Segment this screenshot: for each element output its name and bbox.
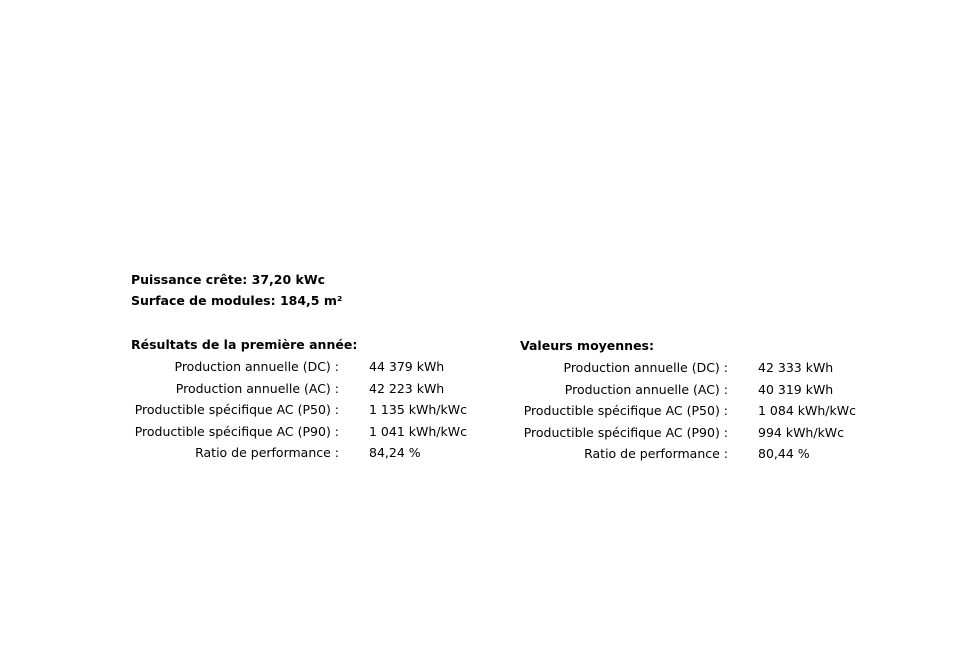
first-year-row-ratio — [131, 445, 511, 467]
row-value: 42 223 kWh — [369, 380, 445, 396]
first-year-results — [131, 337, 511, 467]
row-label: Productible spécifique AC (P50) : — [134, 402, 339, 418]
first-year-row-ac — [131, 381, 511, 403]
row-label: Ratio de performance : — [584, 446, 728, 462]
average-title: Valeurs moyennes: — [520, 338, 654, 353]
row-value: 1 084 kWh/kWc — [758, 403, 856, 419]
row-label: Ratio de performance : — [195, 445, 339, 461]
peak-power-line: Puissance crête: 37,20 kWc — [131, 272, 326, 287]
first-year-row-p90 — [131, 424, 511, 446]
row-label: Production annuelle (DC) : — [563, 360, 728, 375]
row-value: 80,44 % — [758, 446, 810, 462]
average-values — [520, 338, 900, 468]
row-label: Production annuelle (DC) : — [174, 359, 339, 374]
row-value: 994 kWh/kWc — [758, 424, 845, 440]
first-year-row-dc — [131, 359, 511, 381]
row-label: Production annuelle (AC) : — [175, 380, 339, 396]
row-value: 44 379 kWh — [369, 359, 445, 374]
average-row-dc — [520, 360, 900, 382]
row-value: 40 319 kWh — [758, 381, 834, 397]
row-label: Productible spécifique AC (P90) : — [523, 424, 728, 440]
row-value: 84,24 % — [369, 445, 421, 461]
row-label: Productible spécifique AC (P90) : — [134, 423, 339, 439]
row-value: 1 041 kWh/kWc — [369, 423, 467, 439]
row-label: Production annuelle (AC) : — [564, 381, 728, 397]
average-row-p50 — [520, 403, 900, 425]
row-value: 42 333 kWh — [758, 360, 834, 375]
module-area-line: Surface de modules: 184,5 m² — [131, 293, 343, 308]
first-year-title: Résultats de la première année: — [131, 337, 358, 352]
first-year-row-p50 — [131, 402, 511, 424]
row-value: 1 135 kWh/kWc — [369, 402, 467, 418]
average-row-ac — [520, 382, 900, 404]
average-row-p90 — [520, 425, 900, 447]
row-label: Productible spécifique AC (P50) : — [523, 403, 728, 419]
average-row-ratio — [520, 446, 900, 468]
